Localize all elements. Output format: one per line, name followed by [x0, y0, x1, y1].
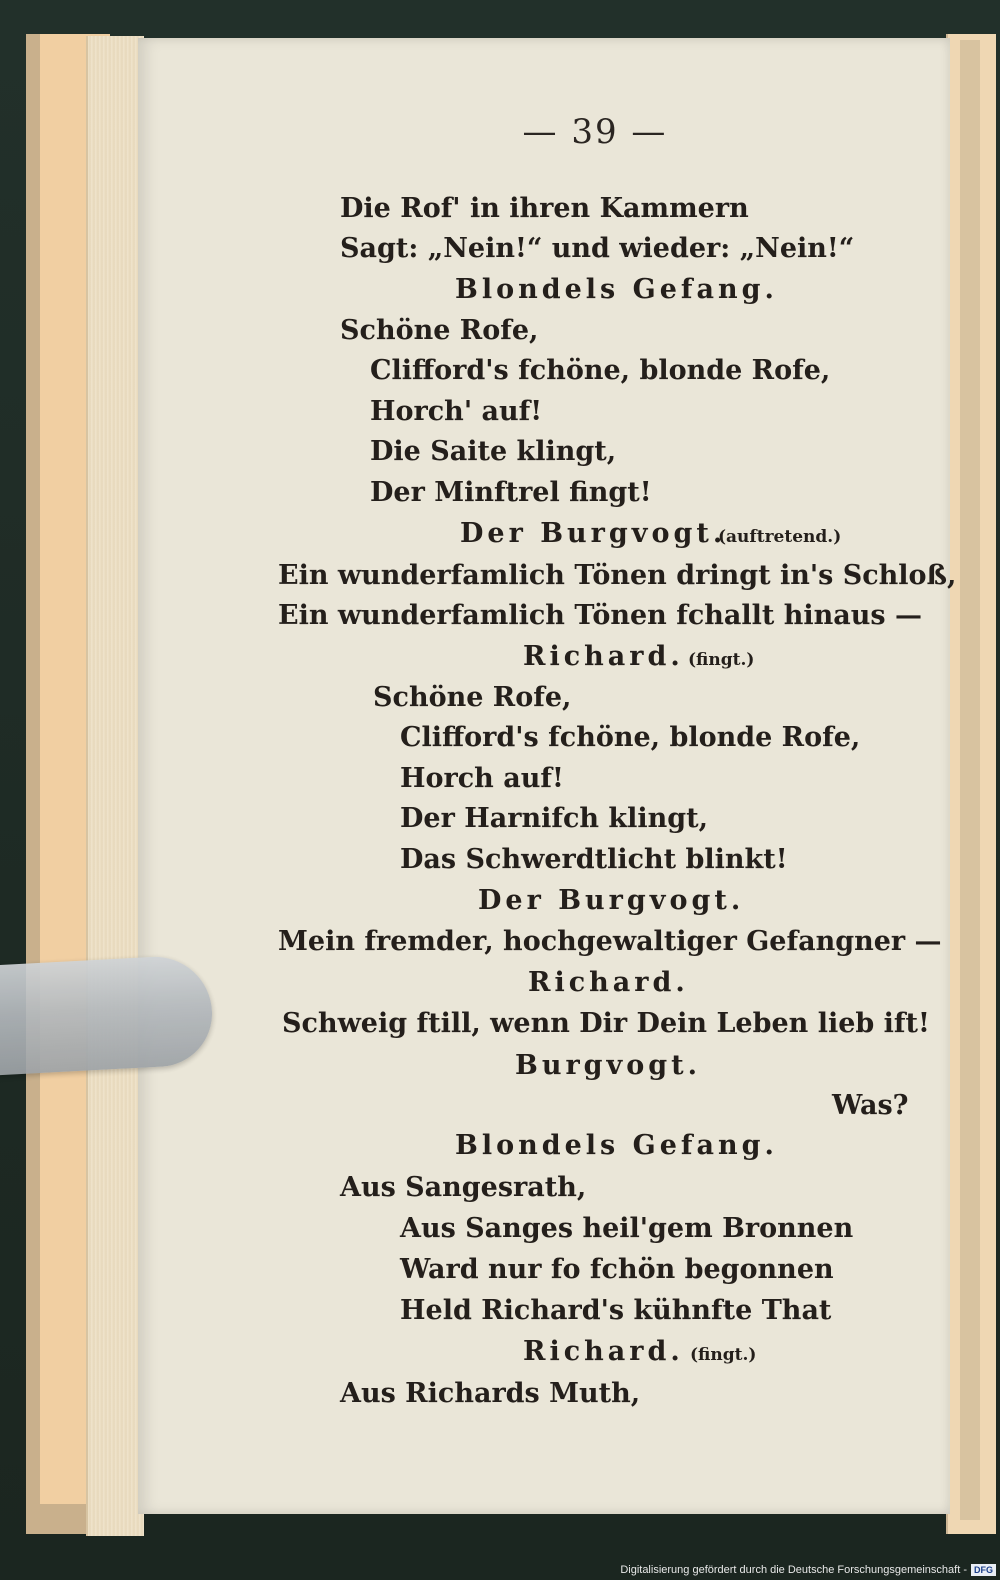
verse-line: Der Minftrel fingt!	[370, 477, 652, 508]
verse-line: Die Saite klingt,	[370, 436, 617, 467]
digitization-credit	[620, 1562, 996, 1578]
verse-line: Schöne Rofe,	[373, 682, 572, 713]
page-number: — 39 —	[522, 112, 668, 152]
scanner-finger-shadow	[0, 954, 215, 1076]
verse-line: Mein fremder, hochgewaltiger Gefangner —	[278, 926, 942, 957]
verse-line: Ein wunderfamlich Tönen fchallt hinaus —	[278, 600, 923, 631]
verse-line: Die Rof' in ihren Kammern	[340, 193, 749, 224]
speaker-heading: Der Burgvogt.	[478, 885, 745, 916]
stage-direction: (fingt.)	[690, 1345, 757, 1365]
verse-line: Clifford's fchöne, blonde Rofe,	[400, 722, 861, 753]
verse-line: Ein wunderfamlich Tönen dringt in's Schloß,	[278, 560, 957, 591]
verse-line: Horch' auf!	[370, 396, 543, 427]
verse-line: Sagt: „Nein!“ und wieder: „Nein!“	[340, 233, 855, 264]
verse-line: Aus Richards Muth,	[340, 1378, 641, 1409]
speaker-heading: Blondels Gefang.	[455, 274, 778, 305]
verse-line: Schweig ftill, wenn Dir Dein Leben lieb ift!	[282, 1008, 930, 1039]
stage-direction: (fingt.)	[688, 650, 755, 670]
speaker-heading: Der Burgvogt.	[460, 518, 727, 549]
speaker-heading: Richard.	[528, 967, 689, 998]
verse-line: Schöne Rofe,	[340, 315, 539, 346]
verse-line: Aus Sangesrath,	[340, 1172, 587, 1203]
credit-text: Digitalisierung gefördert durch die Deutsche Forschungsgemeinschaft -	[620, 1564, 967, 1576]
verse-line: Horch auf!	[400, 763, 564, 794]
speaker-heading: Blondels Gefang.	[455, 1130, 778, 1161]
verse-line: Was?	[832, 1090, 909, 1121]
verse-line: Ward nur fo fchön begonnen	[400, 1254, 834, 1285]
dfg-logo-icon: DFG	[971, 1564, 996, 1576]
page-edge-right	[960, 40, 980, 1520]
verse-line: Der Harnifch klingt,	[400, 803, 709, 834]
speaker-heading: Richard.	[523, 641, 684, 672]
verse-line: Held Richard's kühnfte That	[400, 1295, 832, 1326]
speaker-heading: Burgvogt.	[515, 1050, 702, 1081]
verse-line: Clifford's fchöne, blonde Rofe,	[370, 355, 831, 386]
speaker-heading: Richard.	[523, 1336, 684, 1367]
page-edges	[86, 36, 144, 1536]
stage-direction: (auftretend.)	[718, 527, 842, 547]
verse-line: Aus Sanges heil'gem Bronnen	[400, 1213, 854, 1244]
verse-line: Das Schwerdtlicht blinkt!	[400, 844, 788, 875]
